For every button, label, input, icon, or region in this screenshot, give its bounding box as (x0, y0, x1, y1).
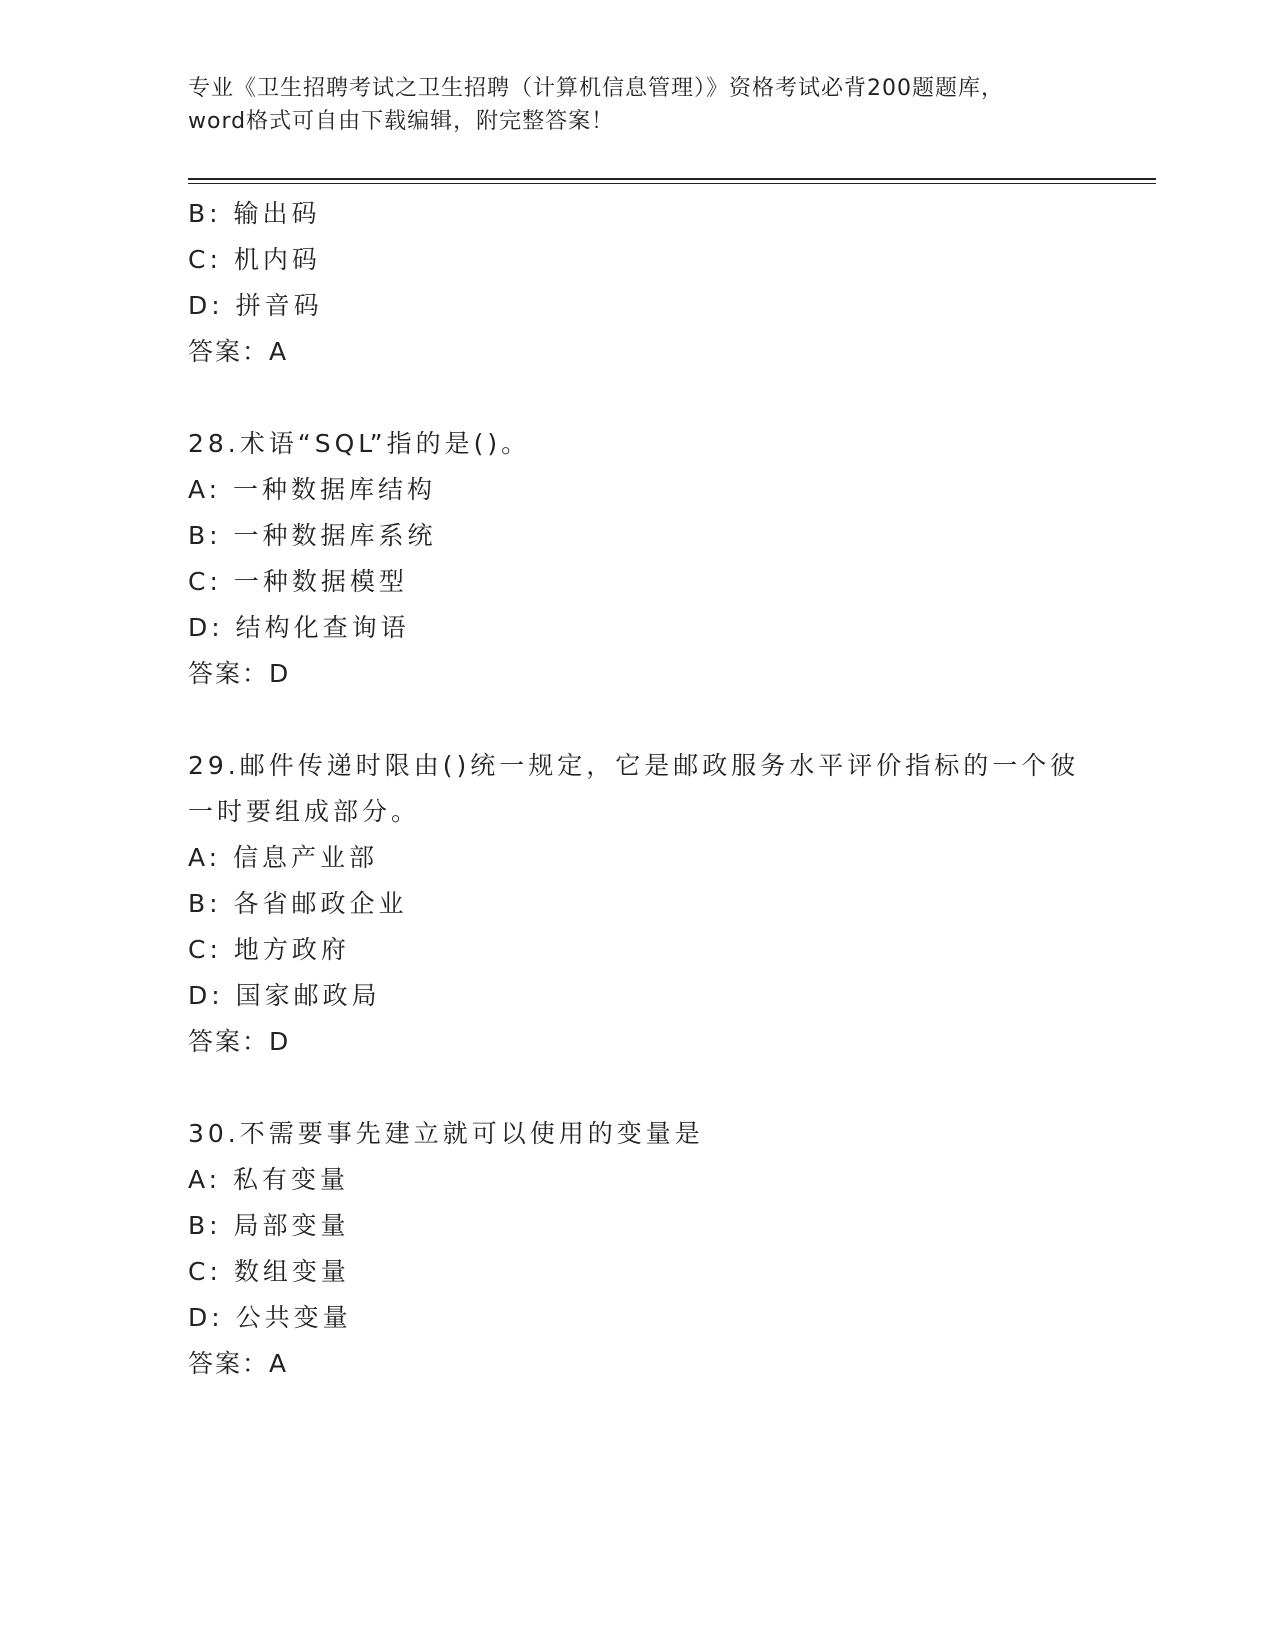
question-list (188, 191, 1088, 1387)
spacer (188, 375, 1088, 421)
question-stem: 30.不需要事先建立就可以使用的变量是 (188, 1119, 704, 1148)
answer-line: 答案：A (188, 337, 289, 366)
option-c: C: 数组变量 (188, 1257, 350, 1286)
option-b: B: 一种数据库系统 (188, 521, 437, 550)
question-stem-line-2: 一时要组成部分。 (188, 797, 421, 826)
answer-line: 答案：D (188, 659, 291, 688)
option-c: C: 机内码 (188, 245, 321, 274)
option-a: A: 私有变量 (188, 1165, 350, 1194)
question-30 (188, 1111, 1088, 1387)
option-a: A: 一种数据库结构 (188, 475, 437, 504)
spacer (188, 1065, 1088, 1111)
spacer (188, 697, 1088, 743)
option-d: D: 国家邮政局 (188, 981, 381, 1010)
answer-line: 答案：D (188, 1027, 291, 1056)
header-title-line-2: word格式可自由下载编辑，附完整答案！ (188, 109, 615, 134)
question-stem: 28.术语“SQL”指的是()。 (188, 429, 531, 458)
option-b: B: 各省邮政企业 (188, 889, 408, 918)
header-divider (188, 178, 1156, 184)
question-28 (188, 421, 1088, 697)
document-header (188, 72, 1088, 138)
option-c: C: 地方政府 (188, 935, 350, 964)
question-stem-line-1: 29.邮件传递时限由()统一规定，它是邮政服务水平评价指标的一个彼 (188, 751, 1080, 780)
option-b: B: 局部变量 (188, 1211, 350, 1240)
question-27-continued (188, 191, 1088, 375)
option-c: C: 一种数据模型 (188, 567, 408, 596)
question-29 (188, 743, 1088, 1065)
option-d: D: 结构化查询语 (188, 613, 410, 642)
answer-line: 答案：A (188, 1349, 289, 1378)
option-d: D: 拼音码 (188, 291, 323, 320)
option-a: A: 信息产业部 (188, 843, 379, 872)
option-d: D: 公共变量 (188, 1303, 352, 1332)
header-title-line-1: 专业《卫生招聘考试之卫生招聘（计算机信息管理）》资格考试必背200题题库， (188, 76, 1004, 101)
option-b: B: 输出码 (188, 199, 321, 228)
